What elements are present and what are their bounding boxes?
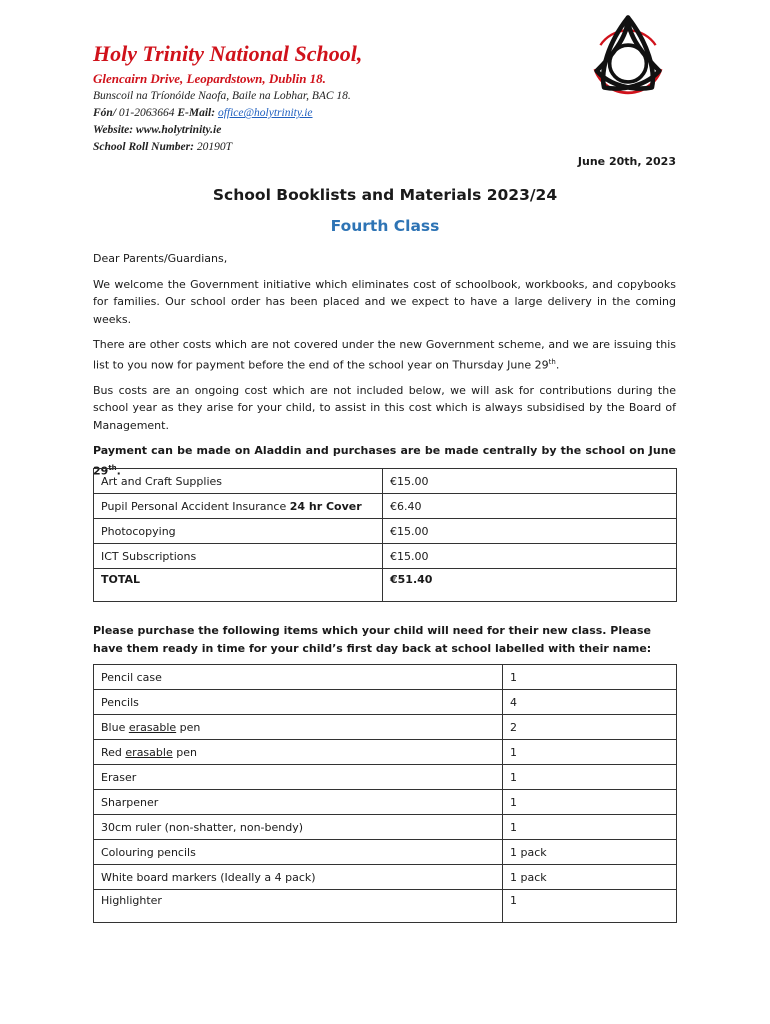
table-row xyxy=(94,690,677,715)
table-row xyxy=(94,494,677,519)
trinity-knot-logo-icon xyxy=(582,12,674,104)
items-note: Please purchase the following items which your child will need for their new class. Please have them ready in time for your child’s first day back at school labelled with their name: xyxy=(93,624,652,655)
total-price: €51.40 xyxy=(383,569,677,602)
roll-number-line xyxy=(93,139,362,156)
page-title: School Booklists and Materials 2023/24 xyxy=(212,186,558,204)
cost-price: €15.00 xyxy=(383,469,677,494)
item-quantity: 4 xyxy=(503,690,677,715)
paragraph-government-initiative: We welcome the Government initiative which eliminates cost of schoolbook, workbooks, and copybooks for families. Our school order has been placed and we expect to have a large delivery in the coming weeks. xyxy=(93,277,676,326)
item-quantity: 1 xyxy=(503,815,677,840)
item-name: 30cm ruler (non-shatter, non-bendy) xyxy=(94,815,503,840)
letter-date: June 20th, 2023 xyxy=(577,155,676,168)
item-name: Colouring pencils xyxy=(94,840,503,865)
total-row xyxy=(94,569,677,602)
item-name: Red erasable pen xyxy=(94,740,503,765)
total-label: TOTAL xyxy=(94,569,383,602)
phone-label: Fón/ xyxy=(93,107,117,119)
website-line xyxy=(93,122,362,139)
class-title: Fourth Class xyxy=(330,217,440,235)
item-name: Pencils xyxy=(94,690,503,715)
costs-table xyxy=(93,468,677,602)
school-name: Holy Trinity National School, xyxy=(93,41,363,66)
cost-item: Art and Craft Supplies xyxy=(94,469,383,494)
item-quantity: 1 pack xyxy=(503,840,677,865)
table-row xyxy=(94,665,677,690)
table-row xyxy=(94,840,677,865)
item-quantity: 1 xyxy=(503,665,677,690)
cost-item: Pupil Personal Accident Insurance 24 hr Cover xyxy=(94,494,383,519)
contact-line xyxy=(93,105,362,122)
table-row xyxy=(94,890,677,923)
item-quantity: 2 xyxy=(503,715,677,740)
payment-note: Payment can be made on Aladdin and purchases are be made centrally by the school on June 29th. xyxy=(93,444,676,478)
item-name: Pencil case xyxy=(94,665,503,690)
table-row xyxy=(94,740,677,765)
items-table xyxy=(93,664,677,923)
letterhead xyxy=(93,40,362,156)
table-row xyxy=(94,815,677,840)
table-row xyxy=(94,790,677,815)
item-name: Eraser xyxy=(94,765,503,790)
roll-number: 20190T xyxy=(196,141,232,153)
phone-number: 01-2063664 xyxy=(118,107,175,119)
item-quantity: 1 xyxy=(503,765,677,790)
table-row xyxy=(94,519,677,544)
table-row xyxy=(94,469,677,494)
table-row xyxy=(94,765,677,790)
greeting: Dear Parents/Guardians, xyxy=(93,252,228,265)
item-name: Sharpener xyxy=(94,790,503,815)
address-irish: Bunscoil na Tríonóide Naofa, Baile na Lobhar, BAC 18. xyxy=(93,90,351,102)
cost-price: €6.40 xyxy=(383,494,677,519)
cost-item: ICT Subscriptions xyxy=(94,544,383,569)
roll-label: School Roll Number: xyxy=(93,141,194,153)
email-label: E-Mail: xyxy=(177,107,216,119)
cost-price: €15.00 xyxy=(383,544,677,569)
cost-item: Photocopying xyxy=(94,519,383,544)
cost-price: €15.00 xyxy=(383,519,677,544)
table-row xyxy=(94,544,677,569)
item-name: Highlighter xyxy=(94,890,503,923)
paragraph-other-costs: There are other costs which are not covered under the new Government scheme, and we are issuing this list to you now for payment before the end of the school year on Thursday June 29th. xyxy=(93,338,676,372)
email-link[interactable]: office@holytrinity.ie xyxy=(217,107,313,119)
website-link[interactable]: www.holytrinity.ie xyxy=(135,124,222,136)
item-quantity: 1 xyxy=(503,740,677,765)
letter-body xyxy=(93,250,676,488)
item-quantity: 1 pack xyxy=(503,865,677,890)
paragraph-bus-costs: Bus costs are an ongoing cost which are not included below, we will ask for contributions during the school year as they arise for your child, to assist in this cost which is always subsidised by the Board of Management. xyxy=(93,383,676,432)
item-name: Blue erasable pen xyxy=(94,715,503,740)
table-row xyxy=(94,865,677,890)
item-quantity: 1 xyxy=(503,790,677,815)
website-label: Website: xyxy=(93,124,134,136)
item-quantity: 1 xyxy=(503,890,677,923)
item-name: White board markers (Ideally a 4 pack) xyxy=(94,865,503,890)
table-row xyxy=(94,715,677,740)
address-english: Glencairn Drive, Leopardstown, Dublin 18. xyxy=(93,71,326,86)
